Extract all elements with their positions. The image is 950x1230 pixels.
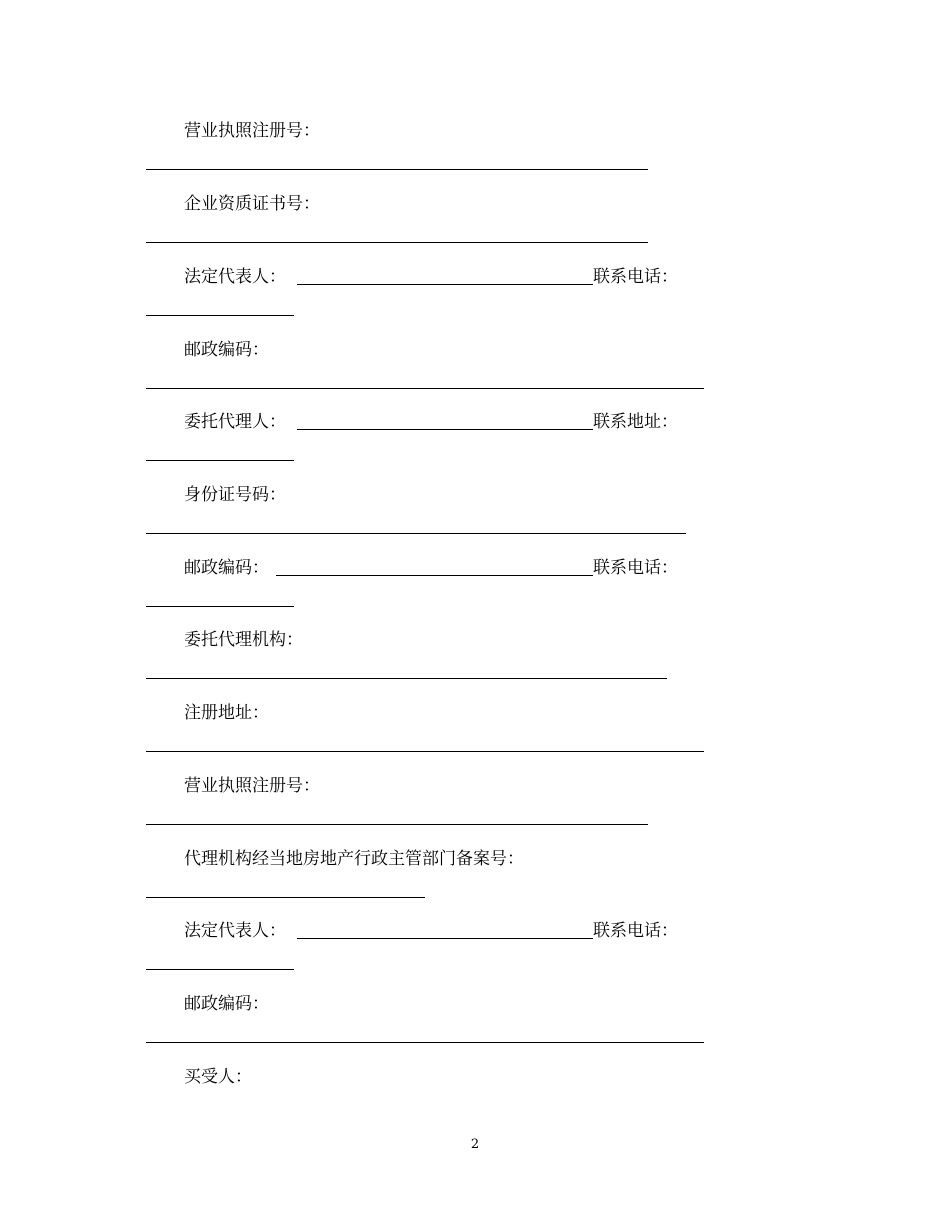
field-label: 邮政编码： — [184, 340, 269, 360]
fill-in-blank[interactable] — [146, 169, 648, 170]
fill-in-blank[interactable] — [146, 969, 294, 970]
field-label: 法定代表人： — [184, 267, 286, 287]
field-label: 买受人： — [184, 1067, 252, 1087]
field-label-secondary: 联系电话： — [593, 558, 678, 578]
fill-in-blank[interactable] — [146, 242, 648, 243]
field-label: 委托代理人： — [184, 412, 286, 432]
fill-in-blank[interactable] — [297, 284, 593, 285]
field-label-secondary: 联系电话： — [593, 267, 678, 287]
fill-in-blank[interactable] — [297, 429, 593, 430]
fill-in-blank[interactable] — [297, 938, 593, 939]
field-label: 邮政编码： — [184, 558, 269, 578]
field-label: 企业资质证书号： — [184, 194, 320, 214]
fill-in-blank[interactable] — [146, 315, 294, 316]
fill-in-blank[interactable] — [146, 751, 704, 752]
field-label: 营业执照注册号： — [184, 776, 320, 796]
field-label: 邮政编码： — [184, 994, 269, 1014]
fill-in-blank[interactable] — [146, 388, 704, 389]
field-label: 注册地址： — [184, 703, 269, 723]
field-label: 营业执照注册号： — [184, 121, 320, 141]
fill-in-blank[interactable] — [146, 460, 294, 461]
fill-in-blank[interactable] — [146, 606, 294, 607]
page-number: 2 — [470, 1137, 480, 1152]
field-label-secondary: 联系电话： — [593, 921, 678, 941]
field-label: 代理机构经当地房地产行政主管部门备案号： — [184, 849, 524, 869]
field-label: 法定代表人： — [184, 921, 286, 941]
field-label-secondary: 联系地址： — [593, 412, 678, 432]
field-label: 委托代理机构： — [184, 630, 303, 650]
fill-in-blank[interactable] — [276, 575, 593, 576]
fill-in-blank[interactable] — [146, 897, 425, 898]
fill-in-blank[interactable] — [146, 1042, 704, 1043]
field-label: 身份证号码： — [184, 485, 286, 505]
fill-in-blank[interactable] — [146, 533, 686, 534]
fill-in-blank[interactable] — [146, 678, 667, 679]
fill-in-blank[interactable] — [146, 824, 648, 825]
